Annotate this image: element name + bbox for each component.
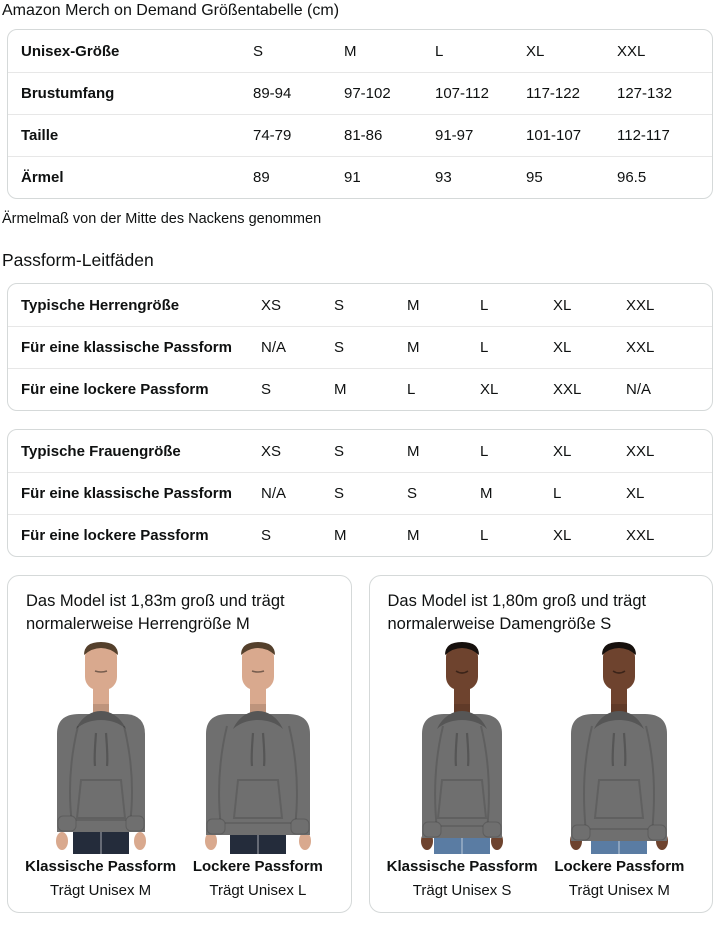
size-value-cell: M <box>407 442 420 460</box>
size-value-cell: XL <box>553 296 572 314</box>
size-value-cell: XL <box>553 527 572 544</box>
table-row <box>8 326 712 368</box>
size-value-cell: M <box>344 42 357 60</box>
hoodie-model-illustration <box>544 642 694 854</box>
hoodie-model-illustration <box>387 642 537 854</box>
size-value-cell: S <box>334 339 345 356</box>
size-label: Trägt Unisex M <box>568 882 670 899</box>
model-cards <box>7 575 713 913</box>
size-value-cell: S <box>334 442 345 460</box>
size-value-cell: XXL <box>626 296 655 314</box>
table-row <box>8 430 712 472</box>
size-value-cell: 74-79 <box>253 127 292 144</box>
size-value-cell: N/A <box>261 485 287 502</box>
size-value-cell: M <box>407 527 420 544</box>
size-value-cell: L <box>480 527 489 544</box>
size-value-cell: S <box>261 381 272 398</box>
row-label: Brustumfang <box>21 85 115 102</box>
size-value-cell: 117-122 <box>526 85 580 102</box>
size-value-cell: L <box>435 42 444 60</box>
fit-label: Klassische Passform <box>25 858 177 875</box>
model-figure-classic <box>22 642 179 900</box>
size-value-cell: XL <box>553 339 572 356</box>
size-value-cell: 89-94 <box>253 85 292 102</box>
row-label: Ärmel <box>21 169 64 186</box>
womens-fit-table <box>7 429 713 557</box>
model-figure-loose <box>179 642 336 900</box>
model-figures <box>384 642 699 900</box>
size-value-cell: 93 <box>435 169 452 186</box>
fit-guides-heading: Passform-Leitfäden <box>2 250 154 270</box>
size-value-cell: 95 <box>526 169 543 186</box>
size-value-cell: XXL <box>617 42 646 60</box>
fit-label: Lockere Passform <box>554 858 685 875</box>
row-label: Typische Frauengröße <box>21 442 181 460</box>
size-value-cell: XL <box>626 485 645 502</box>
female-model-card <box>369 575 714 913</box>
size-label: Trägt Unisex M <box>50 882 152 899</box>
table-row <box>8 156 712 198</box>
row-label: Taille <box>21 127 59 144</box>
row-label: Für eine lockere Passform <box>21 381 209 398</box>
size-value-cell: S <box>334 485 345 502</box>
size-value-cell: S <box>261 527 272 544</box>
model-figure-loose <box>541 642 698 900</box>
mens-fit-table <box>7 283 713 411</box>
row-label: Unisex-Größe <box>21 42 120 60</box>
size-value-cell: XS <box>261 442 282 460</box>
size-value-cell: M <box>407 339 420 356</box>
size-value-cell: 112-117 <box>617 127 670 144</box>
size-value-cell: XL <box>526 42 545 60</box>
model-description: Das Model ist 1,83m groß und trägt normalerweise Herrengröße M <box>26 592 285 633</box>
size-value-cell: XS <box>261 296 282 314</box>
row-label: Typische Herrengröße <box>21 296 180 314</box>
model-description: Das Model ist 1,80m groß und trägt normalerweise Damengröße S <box>387 592 647 633</box>
table-row <box>8 514 712 556</box>
fit-label: Lockere Passform <box>192 858 323 875</box>
size-value-cell: XXL <box>553 381 582 398</box>
table-row <box>8 114 712 156</box>
size-label: Trägt Unisex L <box>209 882 307 899</box>
size-value-cell: N/A <box>626 381 652 398</box>
size-value-cell: L <box>407 381 416 398</box>
size-value-cell: M <box>334 381 347 398</box>
size-value-cell: XXL <box>626 442 655 460</box>
size-value-cell: S <box>407 485 418 502</box>
size-value-cell: 81-86 <box>344 127 383 144</box>
table-row <box>8 30 712 72</box>
row-label: Für eine klassische Passform <box>21 339 232 356</box>
size-value-cell: 96.5 <box>617 169 647 186</box>
size-value-cell: XL <box>480 381 499 398</box>
size-value-cell: XL <box>553 442 572 460</box>
model-figures <box>22 642 337 900</box>
size-value-cell: S <box>334 296 345 314</box>
size-value-cell: XXL <box>626 527 655 544</box>
size-value-cell: L <box>480 296 489 314</box>
size-value-cell: L <box>480 442 489 460</box>
table-row <box>8 472 712 514</box>
size-value-cell: M <box>407 296 420 314</box>
size-value-cell: N/A <box>261 339 287 356</box>
row-label: Für eine klassische Passform <box>21 485 232 502</box>
size-label: Trägt Unisex S <box>412 882 512 899</box>
size-value-cell: M <box>480 485 493 502</box>
size-value-cell: M <box>334 527 347 544</box>
hoodie-model-illustration <box>183 642 333 854</box>
page-title: Amazon Merch on Demand Größentabelle (cm) <box>2 2 340 19</box>
sleeve-measure-note: Ärmelmaß von der Mitte des Nackens genommen <box>2 211 322 227</box>
size-value-cell: 97-102 <box>344 85 391 102</box>
size-value-cell: L <box>553 485 562 502</box>
table-row <box>8 72 712 114</box>
size-value-cell: 107-112 <box>435 85 489 102</box>
size-value-cell: XXL <box>626 339 655 356</box>
table-row <box>8 284 712 326</box>
model-figure-classic <box>384 642 541 900</box>
hoodie-model-illustration <box>26 642 176 854</box>
size-value-cell: S <box>253 42 264 60</box>
unisex-size-table <box>7 29 713 199</box>
size-value-cell: L <box>480 339 489 356</box>
size-value-cell: 91-97 <box>435 127 474 144</box>
size-value-cell: 127-132 <box>617 85 673 102</box>
size-value-cell: 89 <box>253 169 270 186</box>
row-label: Für eine lockere Passform <box>21 527 209 544</box>
male-model-card <box>7 575 352 913</box>
size-value-cell: 91 <box>344 169 361 186</box>
table-row <box>8 368 712 410</box>
size-value-cell: 101-107 <box>526 127 582 144</box>
fit-label: Klassische Passform <box>386 858 538 875</box>
